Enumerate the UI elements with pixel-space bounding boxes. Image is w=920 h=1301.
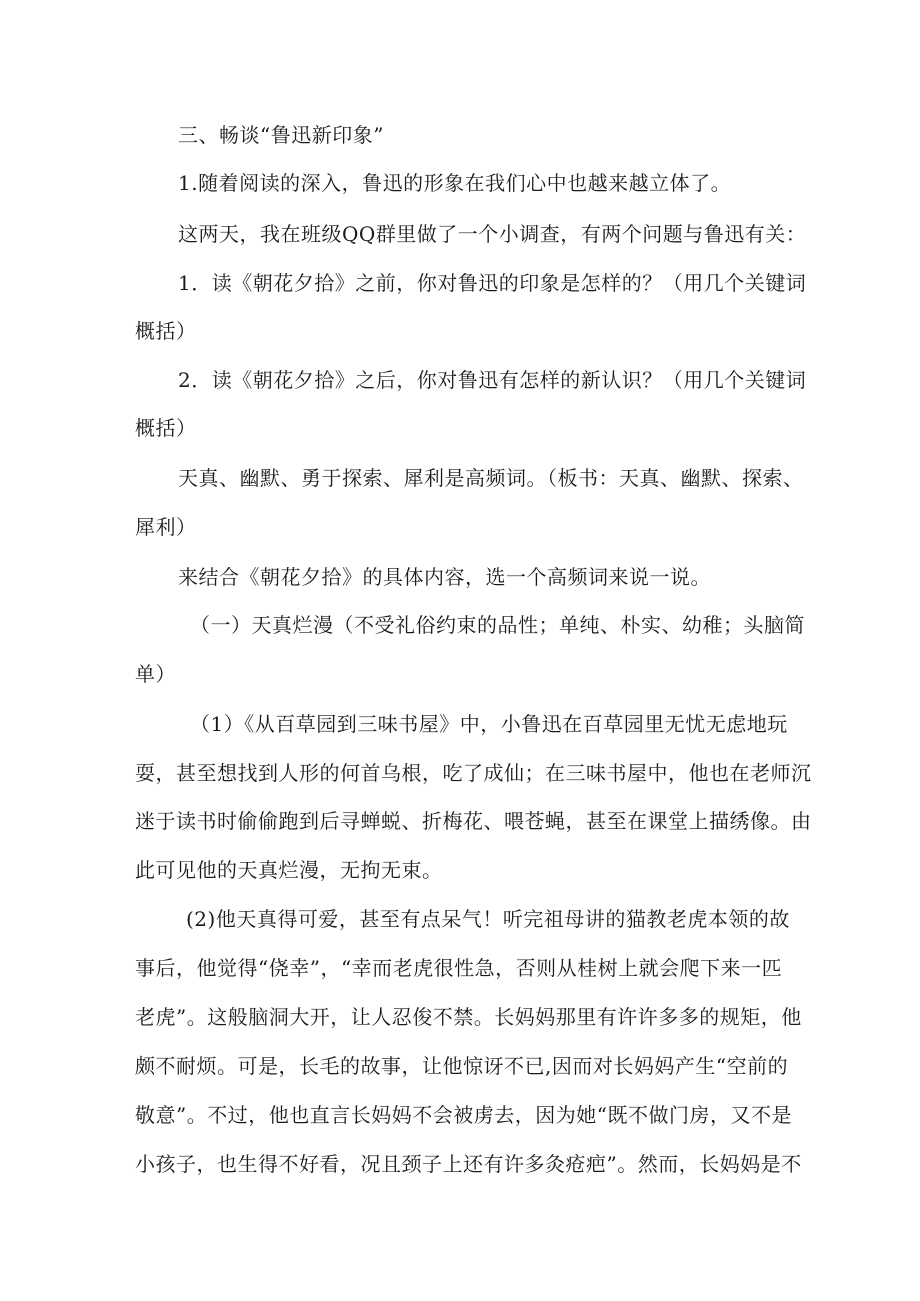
question-line: 概括） — [135, 416, 197, 440]
question-line: 1．读《朝花夕拾》之前，你对鲁迅的印象是怎样的？（用几个关键词 — [178, 271, 807, 295]
paragraph-line: 迷于读书时偷偷跑到后寻蝉蜕、折梅花、喂苍蝇，甚至在课堂上描绣像。由 — [135, 809, 812, 833]
paragraph-line: 颇不耐烦。可是，长毛的故事，让他惊讶不已,因而对长妈妈产生“空前的 — [135, 1054, 789, 1078]
paragraph-line: 这两天，我在班级QQ群里做了一个小调查，有两个问题与鲁迅有关： — [178, 222, 807, 246]
paragraph-line: 此可见他的天真烂漫，无拘无束。 — [135, 858, 443, 882]
paragraph-line: 耍，甚至想找到人形的何首乌根，吃了成仙；在三味书屋中，他也在老师沉 — [135, 761, 812, 785]
paragraph-line: 1.随着阅读的深入，鲁迅的形象在我们心中也越来越立体了。 — [178, 171, 732, 195]
subsection-heading: （一）天真烂漫（不受礼俗约束的品性；单纯、朴实、幼稚；头脑简 — [190, 613, 805, 637]
paragraph-line: 老虎”。这般脑洞大开，让人忍俊不禁。长妈妈那里有许许多多的规矩，他 — [135, 1005, 802, 1029]
paragraph-line: 来结合《朝花夕拾》的具体内容，选一个高频词来说一说。 — [178, 565, 711, 589]
paragraph-line: 犀利） — [135, 515, 197, 539]
paragraph-line: （1）《从百草园到三味书屋》中，小鲁迅在百草园里无忧无虑地玩 — [190, 712, 788, 736]
question-line: 概括） — [135, 319, 197, 343]
paragraph-line: 敬意”。不过，他也直言长妈妈不会被虏去，因为她“既不做门房，又不是 — [135, 1103, 792, 1127]
section-heading: 三、畅谈“鲁迅新印象” — [178, 123, 384, 147]
question-line: 2．读《朝花夕拾》之后，你对鲁迅有怎样的新认识？（用几个关键词 — [178, 368, 807, 392]
paragraph-line: 小孩子，也生得不好看，况且颈子上还有许多灸疮疤”。然而，长妈妈是不 — [135, 1152, 802, 1176]
paragraph-line: 事后，他觉得“侥幸”，“幸而老虎很性急，否则从桂树上就会爬下来一匹 — [135, 956, 783, 980]
paragraph-line: (2)他天真得可爱，甚至有点呆气！听完祖母讲的猫教老虎本领的故 — [186, 907, 790, 931]
subsection-heading: 单） — [135, 662, 176, 686]
paragraph-line: 天真、幽默、勇于探索、犀利是高频词。（板书：天真、幽默、探索、 — [178, 466, 804, 490]
